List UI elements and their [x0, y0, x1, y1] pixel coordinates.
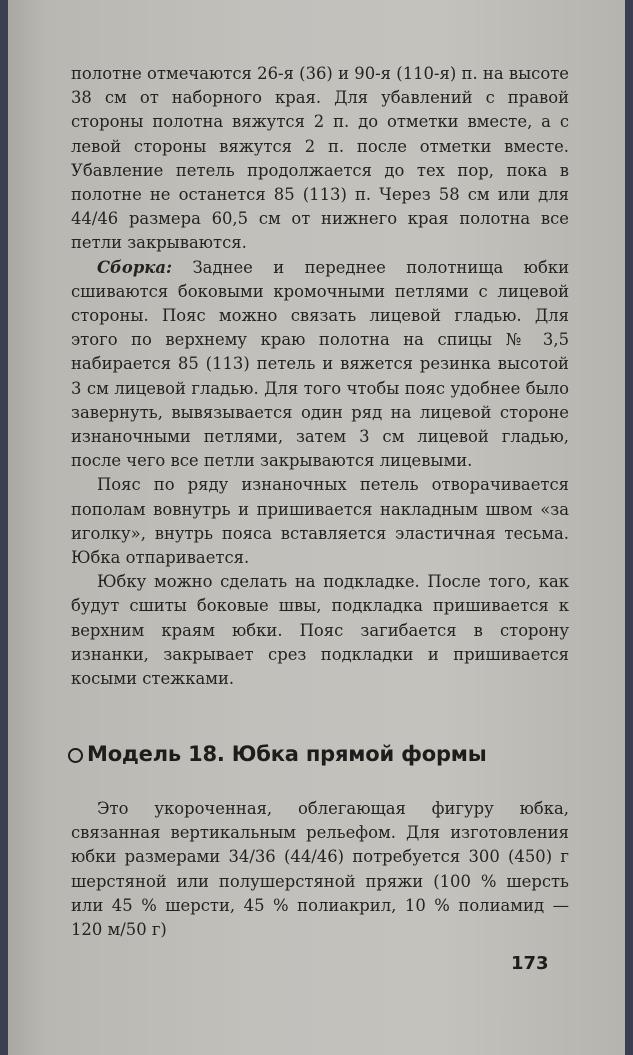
body-text-upper [71, 62, 569, 691]
page-number: 173 [511, 953, 549, 974]
paragraph-continuation: полотне отмечаются 26-я (36) и 90-я (110-я) п. на высоте 38 см от наборного края. Для убавлений с правой стороны полотна вяжутся 2 п. до отметки вместе, а с левой стороны вяжутся 2 п. после отметки вместе. Убавление петель продолжается до тех пор, пока в полотне не останется 85 (113) п. Через 58 см или для 44/46 размера 60,5 см от нижнего края полотна все петли закрываются. [71, 64, 569, 253]
assembly-text: Заднее и переднее полотнища юбки сшиваются боковыми кромочными петлями с лицевой стороны. Пояс можно связать лицевой гладью. Для этого по верхнему краю полотна на спицы № 3,5 набирается 85 (113) петель и вяжется резинка высотой 3 см лицевой гладью. Для того чтобы пояс удобнее было завернуть, вывязывается один ряд на лицевой стороне изнаночными петлями, затем 3 см лицевой гладью, после чего все петли закрываются лицевыми. [71, 257, 569, 471]
section-heading [68, 742, 578, 766]
section-heading-text: Модель 18. Юбка прямой формы [87, 742, 487, 766]
paragraph-lining: Юбку можно сделать на подкладке. После того, как будут сшиты боковые швы, подкладка пришивается к верхним краям юбки. Пояс загибается в сторону изнанки, закрывает срез подкладки и пришивается косыми стежками. [71, 572, 569, 689]
paragraph-belt: Пояс по ряду изнаночных петель отворачивается пополам вовнутрь и пришивается накладным швом «за иголку», внутрь пояса вставляется эластичная тесьма. Юбка отпаривается. [71, 475, 569, 568]
paragraph-model: Это укороченная, облегающая фигуру юбка, связанная вертикальным рельефом. Для изготовления юбки размерами 34/36 (44/46) потребуется 300 (450) г шерстяной или полушерстяной пряжи (100 % шерсть или 45 % шерсти, 45 % полиакрил, 10 % полиамид — 120 м/50 г) [71, 799, 569, 940]
book-page [8, 0, 625, 1055]
circle-bullet-icon [68, 748, 83, 763]
assembly-label: Сборка: [97, 257, 173, 277]
paragraph-assembly [71, 256, 569, 474]
body-text-lower [71, 797, 569, 942]
